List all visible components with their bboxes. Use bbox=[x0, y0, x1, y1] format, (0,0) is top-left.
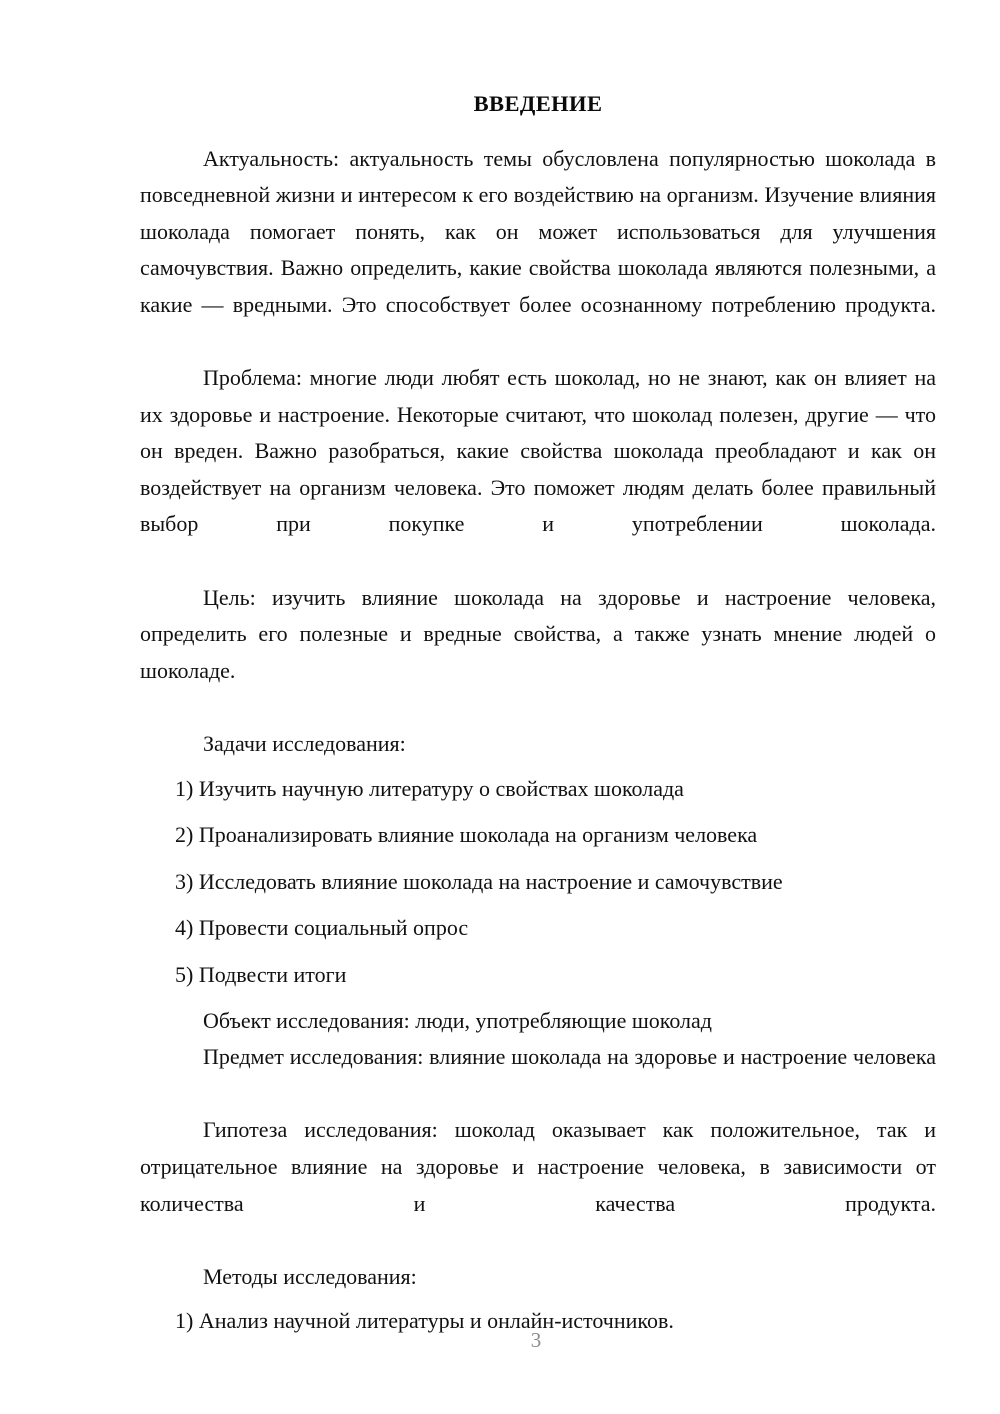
tasks-list bbox=[140, 771, 936, 994]
page-title: ВВЕДЕНИЕ bbox=[473, 91, 603, 116]
spacer bbox=[140, 994, 936, 1003]
list-item: 5) Подвести итоги bbox=[175, 961, 347, 987]
methods-heading: Методы исследования: bbox=[203, 1263, 417, 1289]
list-item: 1) Анализ научной литературы и онлайн-источников. bbox=[175, 1308, 674, 1334]
document-body bbox=[140, 86, 936, 1340]
list-item: 3) Исследовать влияние шоколада на настроение и самочувствие bbox=[175, 868, 783, 894]
paragraph-subject: Предмет исследования: влияние шоколада на здоровье и настроение человека bbox=[203, 1044, 936, 1070]
page-number: 3 bbox=[530, 1328, 542, 1352]
paragraph-goal: Цель: изучить влияние шоколада на здоровье и настроение человека, определить его полезные и вредные свойства, а также узнать мнение людей о шоколаде. bbox=[140, 584, 936, 683]
list-item: 2) Проанализировать влияние шоколада на организм человека bbox=[175, 822, 758, 848]
list-item: 4) Провести социальный опрос bbox=[175, 915, 469, 941]
paragraph-hypothesis: Гипотеза исследования: шоколад оказывает как положительное, так и отрицательное влияние на здоровье и настроение человека, в зависимости от количества и качества продукта. bbox=[140, 1117, 936, 1216]
list-item: 1) Изучить научную литературу о свойствах шоколада bbox=[175, 775, 684, 801]
paragraph-problem: Проблема: многие люди любят есть шоколад, но не знают, как он влияет на их здоровье и настроение. Некоторые считают, что шоколад полезен, другие — что он вреден. Важно разобраться, какие свойства шоколада преобладают и как он воздействует на организм человека. Это поможет людям делать более правильный выбор при покупке и употреблении шоколада. bbox=[140, 365, 936, 537]
paragraph-relevance: Актуальность: актуальность темы обусловлена популярностью шоколада в повседневной жизни и интересом к его воздействию на организм. Изучение влияния шоколада помогает понять, как он может использоваться для улучшения самочувствия. Важно определить, какие свойства шоколада являются полезными, а какие — вредными. Это способствует более осознанному потреблению продукта. bbox=[140, 145, 936, 317]
paragraph-object: Объект исследования: люди, употребляющие шоколад bbox=[203, 1007, 712, 1033]
tasks-heading: Задачи исследования: bbox=[203, 731, 406, 756]
